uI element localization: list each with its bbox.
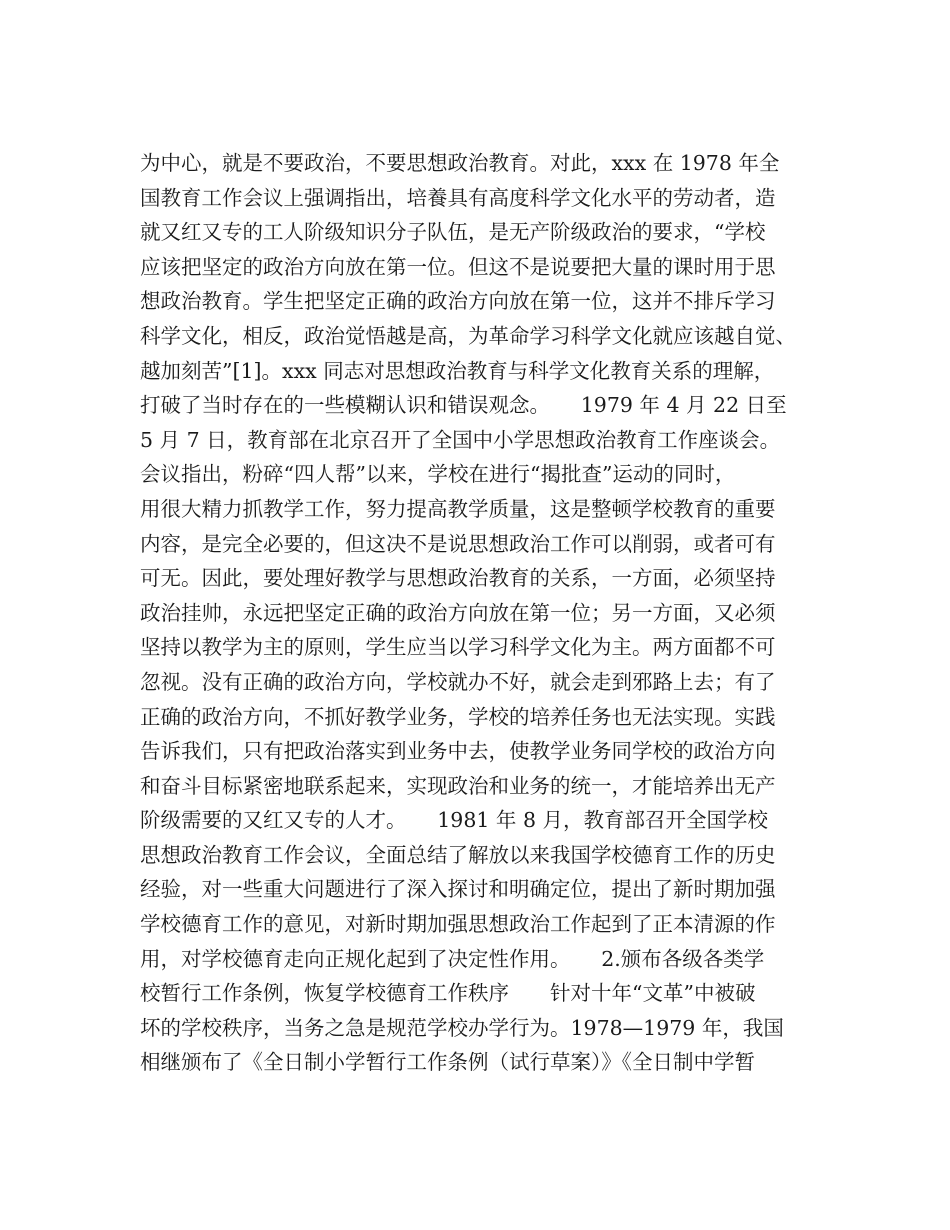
text-line: 可无。因此，要处理好教学与思想政治教育的关系，一方面，必须坚持: [140, 566, 776, 591]
text-line: 越加刻苦”[1]。xxx 同志对思想政治教育与科学文化教育关系的理解，: [140, 358, 775, 383]
text-line: 科学文化，相反，政治觉悟越是高，为革命学习科学文化就应该越自觉、: [140, 323, 796, 348]
text-line: 用很大精力抓教学工作，努力提高教学质量，这是整顿学校教育的重要: [140, 496, 776, 521]
text-line: 应该把坚定的政治方向放在第一位。但这不是说要把大量的课时用于思: [140, 254, 776, 279]
text-line: 内容，是完全必要的，但这决不是说思想政治工作可以削弱，或者可有: [140, 531, 776, 556]
text-line: 忽视。没有正确的政治方向，学校就办不好，就会走到邪路上去；有了: [140, 669, 776, 694]
text-line: 和奋斗目标紧密地联系起来，实现政治和业务的统一，才能培养出无产: [140, 773, 776, 798]
text-line: 坏的学校秩序，当务之急是规范学校办学行为。1978—1979 年，我国: [140, 1015, 784, 1040]
text-line: 坚持以教学为主的原则，学生应当以学习科学文化为主。两方面都不可: [140, 635, 776, 660]
text-line: 思想政治教育工作会议，全面总结了解放以来我国学校德育工作的历史: [140, 842, 776, 867]
text-line: 会议指出，粉碎“四人帮”以来，学校在进行“揭批查”运动的同时，: [140, 462, 736, 487]
text-line: 阶级需要的又红又专的人才。 1981 年 8 月，教育部召开全国学校: [140, 808, 769, 833]
text-line: 5 月 7 日，教育部在北京召开了全国中小学思想政治教育工作座谈会。: [140, 427, 781, 452]
text-line: 国教育工作会议上强调指出，培養具有高度科学文化水平的劳动者，造: [140, 185, 776, 210]
body-text: [140, 146, 830, 1080]
text-line: 就又红又专的工人阶级知识分子队伍，是无产阶级政治的要求，“学校: [140, 220, 766, 245]
text-line: 正确的政治方向，不抓好教学业务，学校的培养任务也无法实现。实践: [140, 704, 776, 729]
text-line: 为中心，就是不要政治，不要思想政治教育。对此，xxx 在 1978 年全: [140, 151, 780, 175]
text-line: 相继颁布了《全日制小学暂行工作条例（试行草案）》《全日制中学暂: [140, 1050, 755, 1075]
text-line: 经验，对一些重大问题进行了深入探讨和明确定位，提出了新时期加强: [140, 877, 776, 902]
text-line: 学校德育工作的意见，对新时期加强思想政治工作起到了正本清源的作: [140, 912, 776, 937]
text-line: 用，对学校德育走向正规化起到了决定性作用。 2.颁布各级各类学: [140, 946, 765, 971]
text-line: 校暂行工作条例，恢复学校德育工作秩序 针对十年“文革”中被破: [140, 981, 756, 1006]
text-line: 打破了当时存在的一些模糊认识和错误观念。 1979 年 4 月 22 日至: [140, 393, 787, 418]
text-line: 告诉我们，只有把政治落实到业务中去，使教学业务同学校的政治方向: [140, 739, 776, 764]
text-line: 想政治教育。学生把坚定正确的政治方向放在第一位，这并不排斥学习: [140, 289, 776, 314]
text-line: 政治挂帅，永远把坚定正确的政治方向放在第一位；另一方面，又必须: [140, 600, 776, 625]
